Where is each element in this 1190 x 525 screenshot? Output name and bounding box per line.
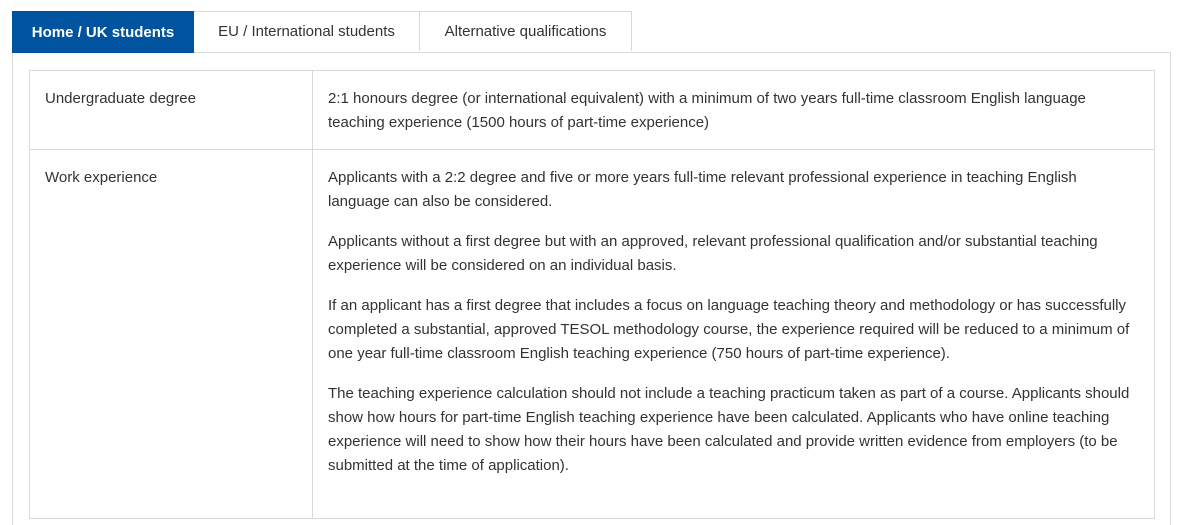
student-type-tabs	[12, 11, 632, 53]
table-row	[30, 71, 1155, 150]
row-content-work-experience	[313, 150, 1155, 519]
tab-eu-international-students[interactable]: EU / International students	[194, 11, 420, 51]
requirement-paragraph: The teaching experience calculation should not include a teaching practicum taken as part of a course. Applicants should show how hours for part-time English teaching experience have been calculated. Applicants who have online teaching experience will need to show how their hours have been calculated and provide written evidence from employers (to be submitted at the time of application).	[328, 385, 1130, 474]
table-row	[30, 150, 1155, 519]
requirement-paragraph: Applicants with a 2:2 degree and five or more years full-time relevant professional experience in teaching English language can also be considered.	[328, 169, 1077, 210]
requirements-table	[29, 70, 1155, 519]
requirement-paragraph: If an applicant has a first degree that includes a focus on language teaching theory and methodology or has successfully completed a substantial, approved TESOL methodology course, the experience required will be reduced to a minimum of one year full-time classroom English teaching experience (750 hours of part-time experience).	[328, 297, 1130, 362]
requirement-paragraph: Applicants without a first degree but with an approved, relevant professional qualification and/or substantial teaching experience will be considered on an individual basis.	[328, 233, 1098, 274]
requirement-paragraph: 2:1 honours degree (or international equivalent) with a minimum of two years full-time classroom English language teaching experience (1500 hours of part-time experience)	[328, 90, 1086, 131]
row-label-undergraduate-degree: Undergraduate degree	[30, 71, 313, 150]
tab-alternative-qualifications[interactable]: Alternative qualifications	[420, 11, 632, 51]
row-label-work-experience: Work experience	[30, 150, 313, 519]
tab-home-uk-students[interactable]: Home / UK students	[12, 11, 194, 53]
tab-panel	[12, 52, 1171, 525]
row-content-undergraduate-degree	[313, 71, 1155, 150]
